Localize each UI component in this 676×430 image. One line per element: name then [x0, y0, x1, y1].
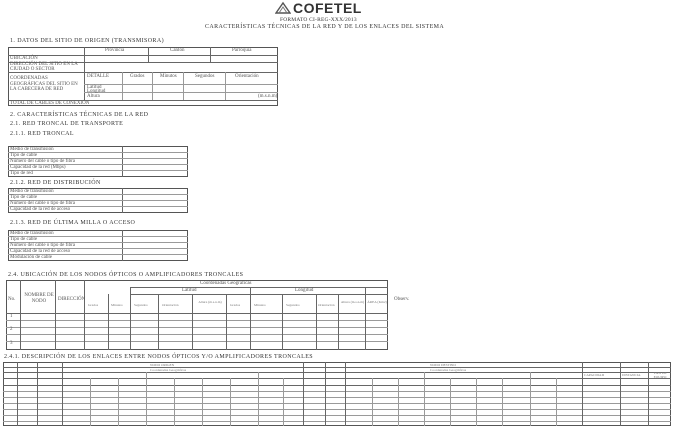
enlace-origen-coords: Coordenadas Geográficas [150, 368, 187, 372]
section1-title: 1. DATOS DEL SITIO DE ORIGEN (TRANSMISORA) [10, 38, 164, 44]
enlace-destino-coords: Coordenadas Geográficas [430, 368, 467, 372]
coords-group-header: Coordenadas Geográficas [200, 281, 252, 286]
row-num-2: 2 [10, 327, 13, 332]
coord-segundos: Segundos [195, 74, 215, 79]
lon-segundos: Segundos [286, 303, 300, 307]
lon-altura: Altura (m.s.n.m) [340, 300, 365, 304]
field-tipo-cable-c: Tipo de cable [10, 237, 38, 242]
coord-detalle: DETALLE [87, 74, 110, 79]
field-capacidad-red-a: Capacidad de la red (Mbps) [10, 165, 66, 170]
page-title: CARACTERÍSTICAS TÉCNICAS DE LA RED Y DE LOS ENLACES DEL SISTEMA [205, 24, 445, 30]
coord-grados: Grados [130, 74, 145, 79]
section212-title: 2.1.2. RED DE DISTRIBUCIÓN [10, 180, 101, 186]
coord-latitud: Latitud [87, 85, 102, 90]
lat-altura: Altura (m.s.n.m) [198, 300, 222, 304]
longitud-header: Longitud [295, 288, 314, 293]
lat-orientacion: Orientación [162, 303, 179, 307]
section241-title: 2.4.1. DESCRIPCIÓN DE LOS ENLACES ENTRE NODOS ÓPTICOS Y/O AMPLIFICADORES TRONCALES [4, 354, 313, 360]
field-numero-cable-b: Número del cable o tipo de fibra [10, 201, 75, 206]
logo-emblem-icon [275, 1, 291, 15]
logo [275, 1, 365, 15]
coord-longitud: Longitud [87, 89, 106, 94]
col-distancia: DISTANCIA [622, 373, 641, 377]
row-direccion: DIRECCIÓN DEL SITIO EN LA CIUDAD O SECTOR [10, 62, 78, 72]
section24-title: 2.4. UBICACIÓN DE LOS NODOS ÓPTICOS O AMPLIFICADORES TRONCALES [8, 272, 244, 278]
section211-title: 2.1.1. RED TRONCAL [10, 131, 74, 137]
row-ubicacion: UBICACIÓN [10, 56, 38, 61]
row-total-cables: TOTAL DE CABLES DE CONEXIÓN [10, 101, 90, 106]
logo-text: COFETEL [293, 0, 362, 16]
col-parroquia: Parroquia [232, 48, 252, 53]
latitud-header: Latitud [182, 288, 197, 293]
col-nombre-nodo: NOMBRE DE NODO [24, 293, 54, 304]
col-tipo-equipo: TIPO DE EQUIPO [653, 371, 667, 379]
row-num-3: 3 [10, 341, 13, 346]
col-no: No. [8, 297, 16, 302]
field-numero-cable-c: Número del cable o tipo de fibra [10, 243, 75, 248]
section2-title: 2. CARACTERÍSTICAS TÉCNICAS DE LA RED [10, 112, 149, 118]
lat-segundos: Segundos [134, 303, 148, 307]
field-tipo-cable-a: Tipo de cable [10, 153, 38, 158]
field-numero-cable-a: Número del cable o tipo de fibra [10, 159, 75, 164]
lon-minutos: Minutos [254, 303, 266, 307]
field-medio-transmision-b: Medio de transmisión [10, 189, 54, 194]
nodos-table [6, 280, 388, 350]
col-canton: Cantón [170, 48, 185, 53]
coord-orientacion: Orientación [235, 74, 259, 79]
coord-minutos: Minutos [160, 74, 177, 79]
field-capacidad-red-c: Capacidad de la red de acceso [10, 249, 71, 254]
field-medio-transmision-c: Medio de transmisión [10, 231, 54, 236]
col-observaciones: Observ. [394, 297, 410, 302]
field-medio-transmision-a: Medio de transmisión [10, 147, 54, 152]
lat-grados: Grados [88, 303, 99, 307]
lon-orientacion: Orientación [318, 303, 335, 307]
section213-title: 2.1.3. RED DE ÚLTIMA MILLA O ACCESO [10, 220, 136, 226]
enlace-origen-header: NODO ORIGEN [150, 363, 175, 367]
enlace-destino-header: NODO DESTINO [430, 363, 456, 367]
row-coordenadas: COORDENADAS GEOGRÁFICAS DEL SITIO EN LA CABECERA DE RED [10, 76, 78, 92]
doc-reference: FORMATO CI-REG-XXX/2013 [280, 17, 357, 23]
unit-msnm: (m.s.n.m) [258, 94, 278, 99]
coord-altura: Altura [87, 94, 100, 99]
field-capacidad-red-b: Capacidad de la red de acceso [10, 207, 71, 212]
field-modulacion-c: Modulación de cable [10, 255, 52, 260]
lon-grados: Grados [230, 303, 241, 307]
col-capacidad: CAPACIDAD [584, 373, 605, 377]
col-provincia: Provincia [105, 48, 125, 53]
field-tipo-red-a: Tipo de red [10, 171, 33, 176]
col-direccion: DIRECCIÓN [58, 297, 86, 302]
row-num-1: 1 [10, 314, 13, 319]
col-area: ÁREA (Km2) [367, 300, 387, 304]
section21-title: 2.1. RED TRONCAL DE TRANSPORTE [10, 121, 124, 127]
lat-minutos: Minutos [111, 303, 123, 307]
field-tipo-cable-b: Tipo de cable [10, 195, 38, 200]
